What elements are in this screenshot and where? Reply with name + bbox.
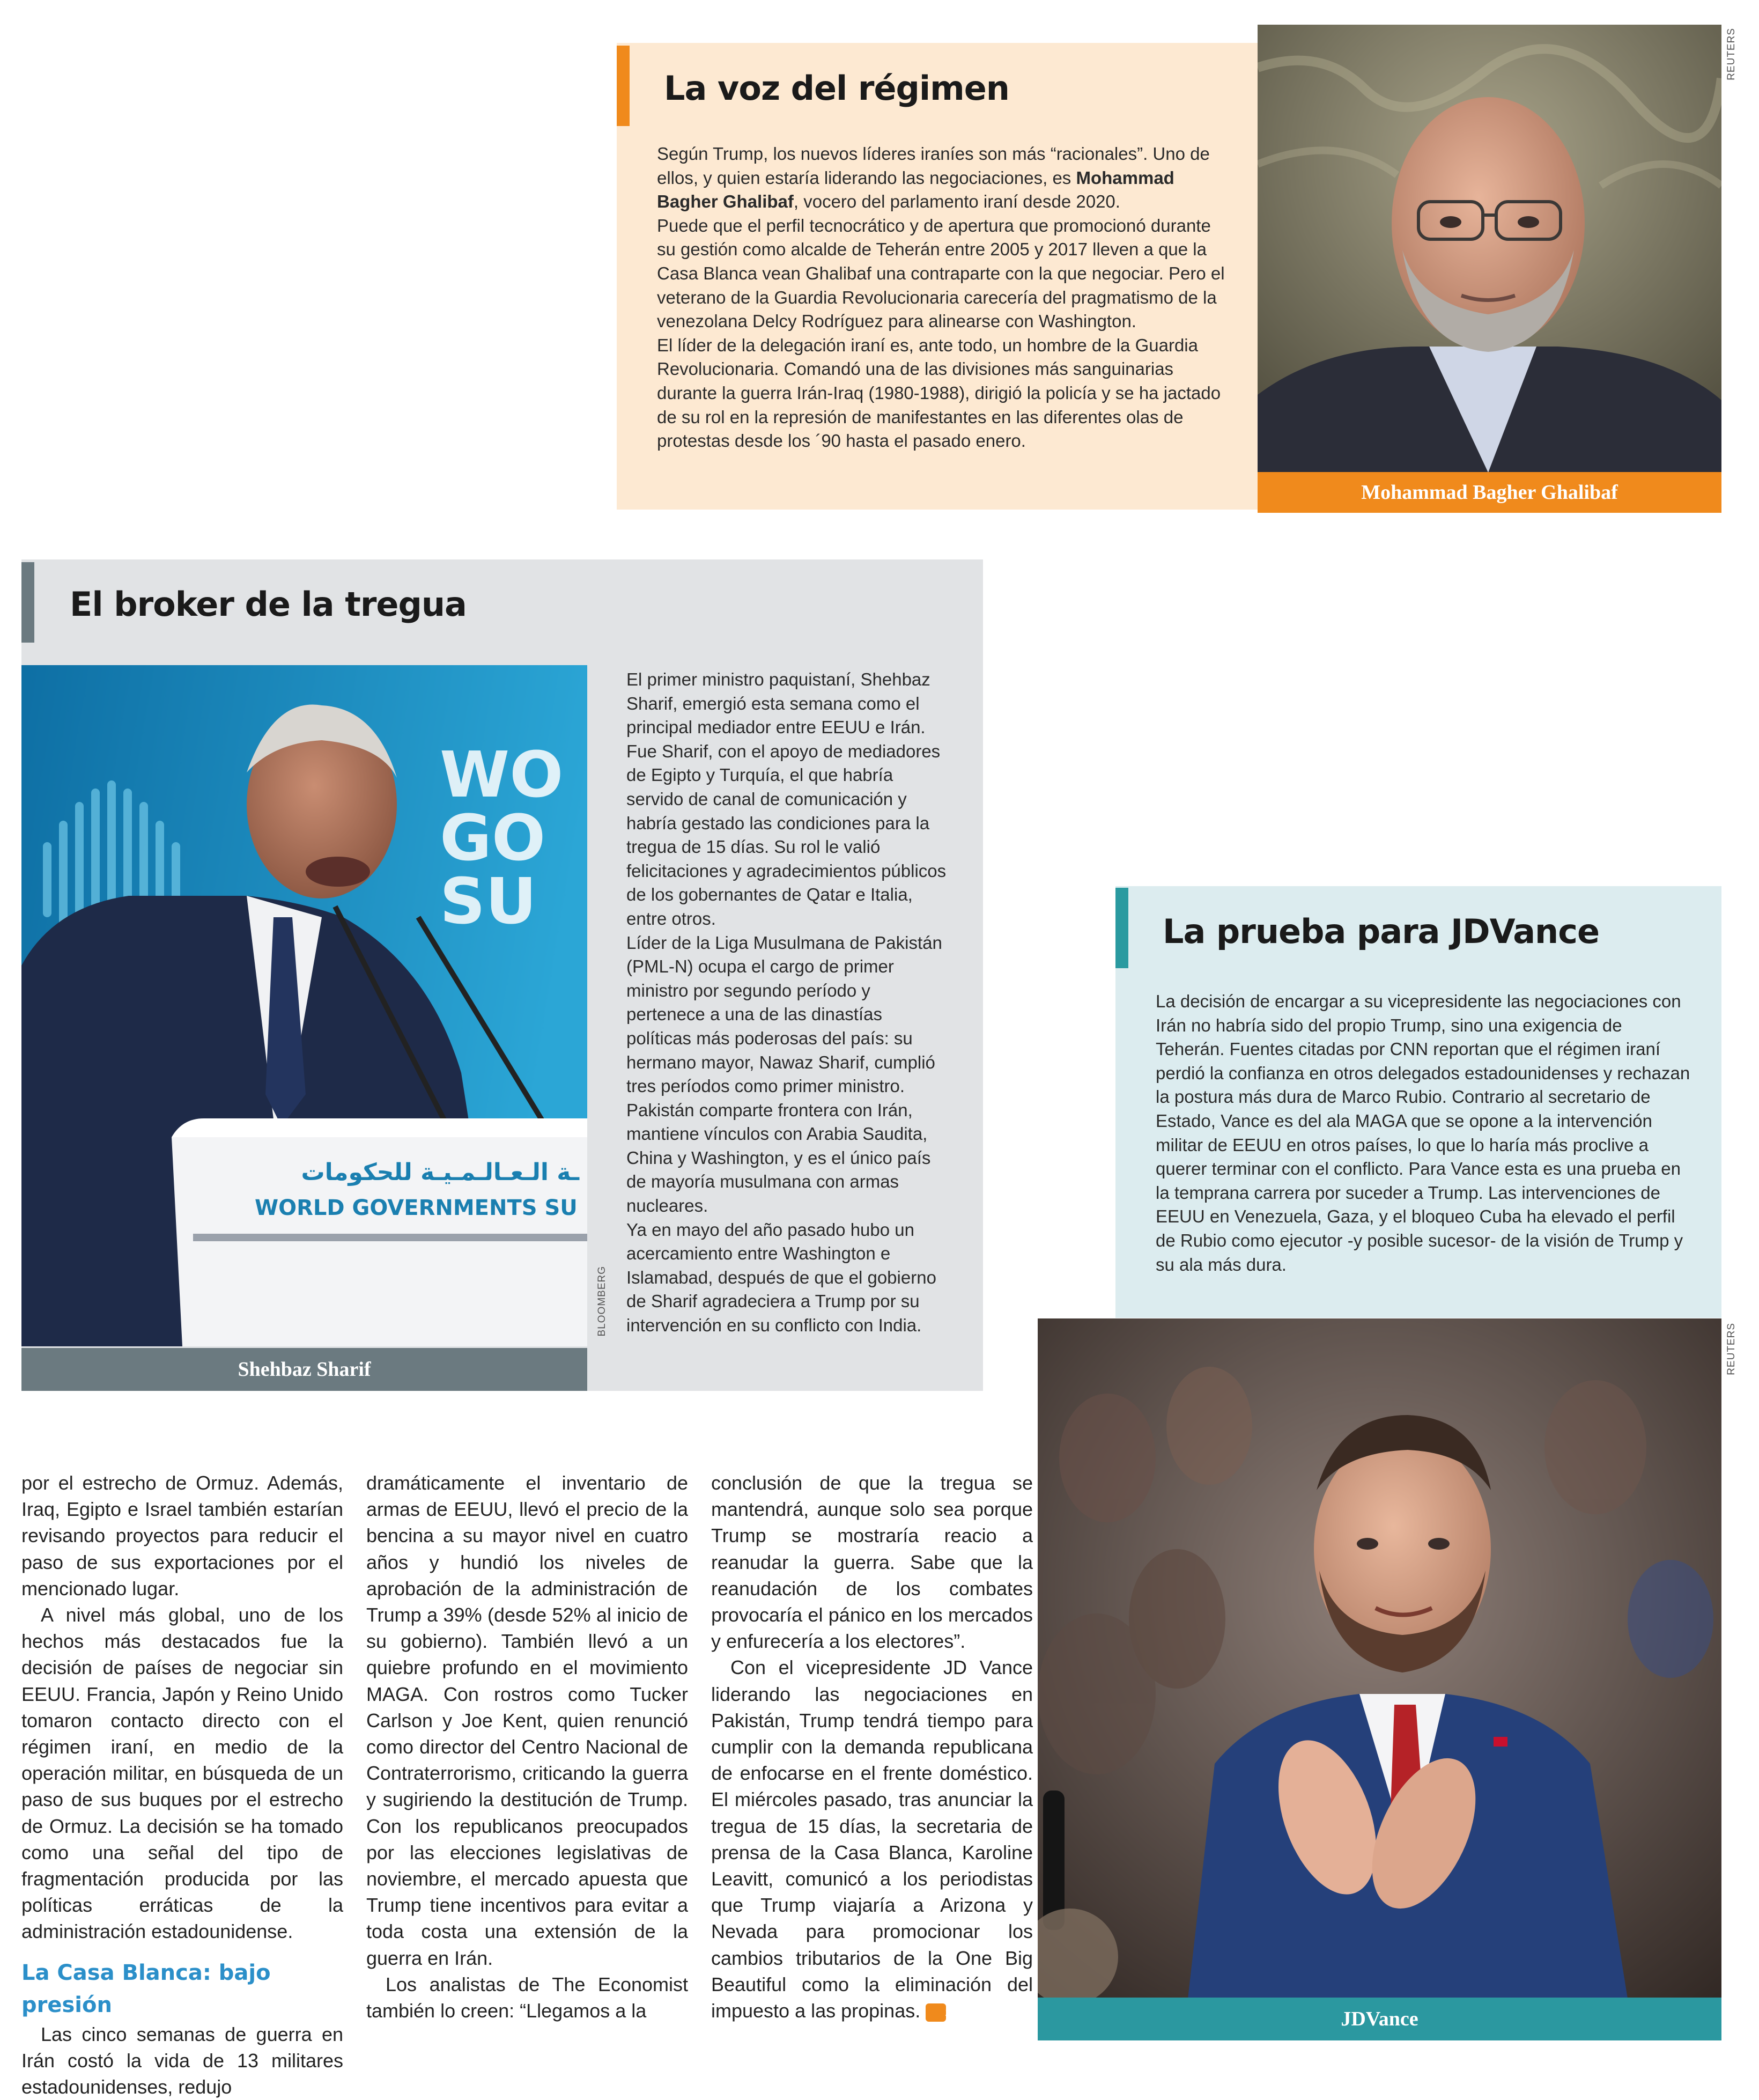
- vance-caption: JDVance: [1038, 1998, 1721, 2040]
- sharif-backdrop-text: WO GO SU: [440, 738, 564, 938]
- article-column-3: [711, 1470, 1033, 2024]
- vance-photo: [1038, 1318, 1721, 1999]
- regime-body: [657, 142, 1228, 453]
- ghalibaf-portrait-illustration: [1258, 25, 1721, 473]
- sharif-lectern-english: WORLD GOVERNMENTS SU: [255, 1196, 578, 1220]
- regime-title: La voz del régimen: [664, 69, 1009, 108]
- ghalibaf-caption: Mohammad Bagher Ghalibaf: [1258, 472, 1721, 513]
- broker-paragraph-3: Pakistán comparte frontera con Irán, mantiene vínculos con Arabia Saudita, China y Washington, y es el único país de mayoría musulmana con armas nucleares.: [626, 1100, 931, 1216]
- regime-name-bold: Mohammad Bagher Ghalibaf: [657, 167, 1174, 212]
- article-column-1: [21, 1470, 343, 2100]
- article-column-2: [366, 1470, 688, 2024]
- article-col1-paragraph-2: A nivel más global, uno de los hechos más destacados fue la decisión de países de negociar sin EEUU. Francia, Japón y Reino Unido tomaron contacto directo con el régimen iraní, en medio de la operación militar, en búsqueda de un paso de sus buques por el estrecho de Ormuz. La decisión se ha tomado como una señal del tipo de fragmentación producida por las políticas erráticas de la administración estadounidense.: [21, 1604, 343, 1943]
- vance-title: La prueba para JDVance: [1163, 912, 1600, 951]
- sharif-caption: Shehbaz Sharif: [21, 1348, 587, 1391]
- end-of-article-mark-icon: S: [926, 2003, 946, 2022]
- article-col3-paragraph-2-text: Con el vicepresidente JD Vance liderando las negociaciones en Pakistán, Trump tendrá tiempo para cumplir con la demanda republicana de enfocarse en el frente doméstico. El miércoles pasado, tras anunciar la tregua de 15 días, la secretaria de prensa de la Casa Blanca, Karoline Leavitt, comunicó a los periodistas que Trump viajaría a Arizona y Nevada para promocionar los cambios tributarios de la One Big Beautiful como la eliminación del impuesto a las propinas.: [711, 1656, 1033, 2022]
- broker-paragraph-1: El primer ministro paquistaní, Shehbaz Sharif, emergió esta semana como el principal mediador entre EEUU e Irán. Fue Sharif, con el apoyo de mediadores de Egipto y Turquía, el que habría servido de canal de comunicación y habría gestado las condiciones para la tregua de 15 días. Su rol le valió felicitaciones y agradecimientos públicos de los gobernantes de Qatar e Italia, entre otros.: [626, 669, 947, 929]
- ghalibaf-photo: [1258, 25, 1721, 473]
- broker-title-bar: [21, 562, 34, 643]
- ghalibaf-photo-credit: REUTERS: [1726, 28, 1737, 80]
- vance-photo-credit: REUTERS: [1726, 1323, 1737, 1375]
- article-col2-paragraph-2: Los analistas de The Economist también lo creen: “Llegamos a la: [366, 1973, 688, 2022]
- sharif-lectern-arabic: ـة الـعـالـمـيـة للحكومات: [301, 1159, 579, 1186]
- broker-paragraph-2: Líder de la Liga Musulmana de Pakistán (PML-N) ocupa el cargo de primer ministro por segundo período y pertenece a una de las dinastías políticas más poderosas del país: su hermano mayor, Nawaz Sharif, cumplió tres períodos como primer ministro.: [626, 932, 942, 1096]
- article-col1-paragraph-1: por el estrecho de Ormuz. Además, Iraq, Egipto e Israel también estarían revisando proyectos para reducir el paso de sus exportaciones por el mencionado lugar.: [21, 1472, 343, 1600]
- article-col3-paragraph-1: conclusión de que la tregua se mantendrá, aunque solo sea porque Trump se mostraría reacio a reanudar la guerra. Sabe que la reanudación de los combates provocaría el pánico en los mercados y enfurecería a los electores”.: [711, 1472, 1033, 1653]
- broker-paragraph-4: Ya en mayo del año pasado hubo un acercamiento entre Washington e Islamabad, después de que el gobierno de Sharif agradeciera a Trump por su intervención en su conflicto con India.: [626, 1219, 936, 1336]
- article-col1-paragraph-3: Las cinco semanas de guerra en Irán costó la vida de 13 militares estadounidenses, redujo: [21, 2023, 343, 2098]
- article-col2-paragraph-1: dramáticamente el inventario de armas de EEUU, llevó el precio de la bencina a su mayor nivel en cuatro años y hundió los niveles de aprobación de la administración de Trump a 39% (desde 52% al inicio de su gobierno). También llevó a un quiebre profundo en el movimiento MAGA. Con rostros como Tucker Carlson y Joe Kent, quien renunció como director del Centro Nacional de Contraterrorismo, criticando la guerra y sugiriendo la destitución de Trump. Con los republicanos preocupados por las elecciones legislativas de noviembre, el mercado apuesta que Trump tiene incentivos para evitar a toda costa una extensión de la guerra en Irán.: [366, 1472, 688, 1969]
- vance-title-bar: [1115, 888, 1128, 968]
- broker-title: El broker de la tregua: [70, 585, 467, 624]
- broker-body: [626, 668, 948, 1338]
- sharif-photo: [21, 665, 587, 1346]
- sharif-photo-credit: BLOOMBERG: [596, 1266, 608, 1337]
- vance-paragraph-1: La decisión de encargar a su vicepresidente las negociaciones con Irán no habría sido del propio Trump, sino una exigencia de Teherán. Fuentes citadas por CNN reportan que el régimen iraní perdió la confianza en otros delegados estadounidenses y rechazan la postura más dura de Marco Rubio. Contrario al secretario de Estado, Vance es del ala MAGA que se opone a la intervención militar de EEUU en otros países, lo que lo haría más proclive a querer terminar con el conflicto. Para Vance esta es una prueba en la temprana carrera por suceder a Trump. Las intervenciones de EEUU en Venezuela, Gaza, y el bloqueo Cuba ha elevado el perfil de Rubio como ejecutor -y posible sucesor- de la visión de Trump y su ala más dura.: [1156, 991, 1690, 1274]
- regime-title-bar: [617, 46, 630, 126]
- article-col3-paragraph-2: [711, 1654, 1033, 2024]
- regime-paragraph-1: Según Trump, los nuevos líderes iraníes son más “racionales”. Uno de ellos, y quien estaría liderando las negociaciones, es Mohammad Bagher Ghalibaf, vocero del parlamento iraní desde 2020.: [657, 144, 1210, 212]
- vance-portrait-illustration: [1038, 1318, 1721, 1999]
- regime-paragraph-2: Puede que el perfil tecnocrático y de apertura que promocionó durante su gestión como alcalde de Teherán entre 2005 y 2017 lleven a que la Casa Blanca vean Ghalibaf una contraparte con la que negociar. Pero el veterano de la Guardia Revolucionaria carecería del pragmatismo de la venezolana Delcy Rodríguez para alinearse con Washington.: [657, 215, 1225, 331]
- sharif-portrait-illustration: [21, 665, 587, 1346]
- article-subhead: La Casa Blanca: bajo presión: [21, 1960, 271, 2017]
- vance-body: [1156, 990, 1692, 1277]
- regime-paragraph-3: El líder de la delegación iraní es, ante todo, un hombre de la Guardia Revolucionaria. Comandó una de las divisiones más sanguinarias durante la guerra Irán-Iraq (1980-1988), dirigió la policía y se ha jactado de su rol en la represión de manifestantes en las diferentes olas de protestas desde los ´90 hasta el pasado enero.: [657, 335, 1221, 451]
